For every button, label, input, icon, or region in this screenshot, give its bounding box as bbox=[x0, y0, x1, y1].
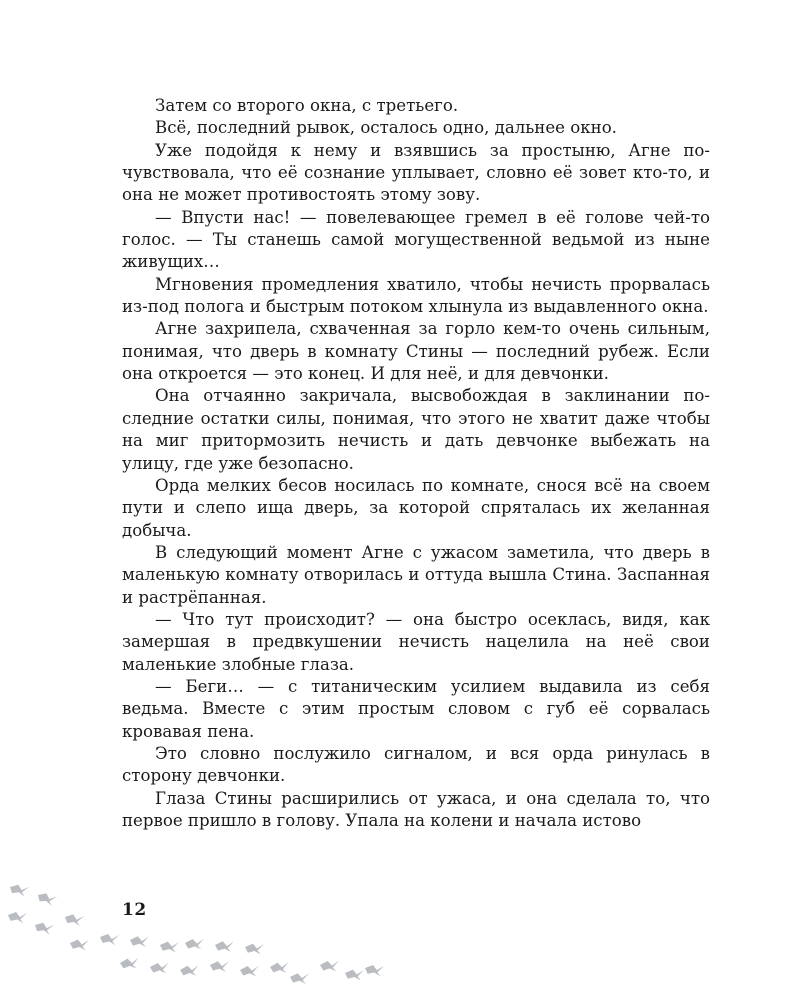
paragraph: Затем со второго окна, с третьего. bbox=[155, 96, 459, 115]
paragraph: Глаза Стины расширились от ужаса, и она сделала то, что первое пришло в голову. Упала на колени и начала истово bbox=[122, 788, 710, 830]
paragraph: — Что тут происходит? — она быстро осеклась, видя, как замершая в предвкушении нечисть нацелила на неё свои маленькие злобные глаза. bbox=[122, 609, 710, 674]
paragraph: Орда мелких бесов носилась по комнате, снося всё на своем пути и слепо ища дверь, за которой спряталась их желанная добыча. bbox=[122, 475, 710, 540]
paragraph: — Беги… — с титаническим усилием выдавила из себя ведьма. Вместе с этим простым словом с губ её сорвалась кровавая пена. bbox=[122, 676, 710, 741]
paragraph: Уже подойдя к нему и взявшись за простыню, Агне почувствовала, что её сознание уплывает, словно её зовет кто-то, и она не может противостоять этому зову. bbox=[122, 140, 710, 205]
page-body-text bbox=[122, 95, 710, 832]
paragraph: Всё, последний рывок, осталось одно, дальнее окно. bbox=[155, 118, 617, 138]
paragraph: Она отчаянно закричала, высвобождая в заклинании последние остатки силы, понимая, что этого не хватит даже чтобы на миг притормозить нечисть и дать девчонке выбежать на улицу, где уже безопасно. bbox=[122, 386, 710, 473]
bird-flock-icon bbox=[0, 875, 400, 1000]
paragraph: Это словно послужило сигналом, и вся орда ринулась в сторону девчонки. bbox=[122, 743, 710, 786]
paragraph: Агне захрипела, схваченная за горло кем-то очень сильным, понимая, что дверь в комнату Стины — последний рубеж. Если она откроется — это конец. И для неё, и для девчонки. bbox=[122, 319, 710, 384]
page-number: 12 bbox=[122, 900, 147, 920]
paragraph: — Впусти нас! — повелевающее гремел в её голове чей-то голос. — Ты станешь самой могущественной ведьмой из ныне живущих… bbox=[122, 207, 710, 272]
paragraph: В следующий момент Агне с ужасом заметила, что дверь в маленькую комнату отворилась и оттуда вышла Стина. Заспанная и растрёпанная. bbox=[122, 542, 710, 607]
paragraph: Мгновения промедления хватило, чтобы нечисть прорвалась из-под полога и быстрым потоком хлынула из выдавленного окна. bbox=[122, 274, 710, 317]
